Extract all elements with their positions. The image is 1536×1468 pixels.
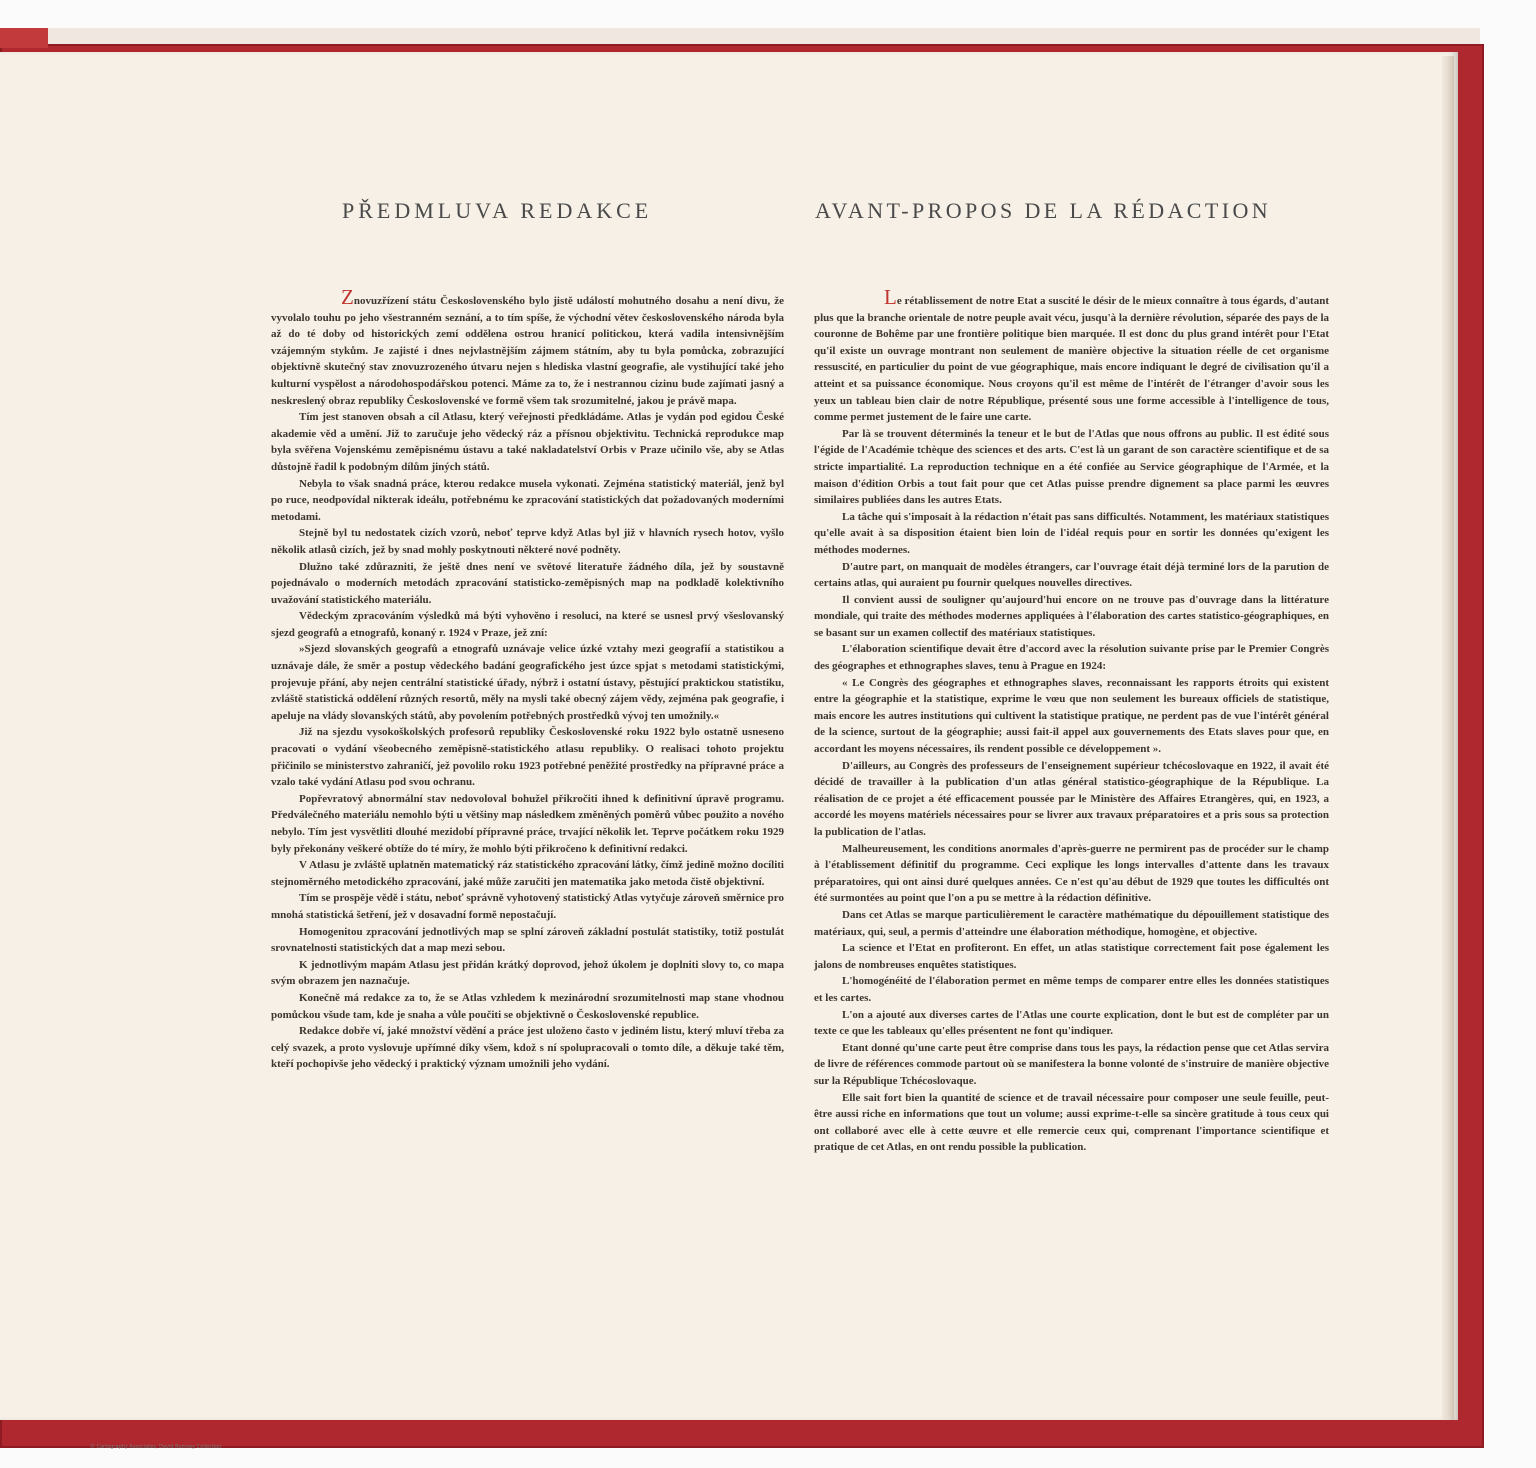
czech-text-column	[271, 285, 784, 1073]
heading-french: AVANT-PROPOS DE LA RÉDACTION	[815, 198, 1272, 223]
paragraph: D'autre part, on manquait de modèles étrangers, car l'ouvrage était déjà terminé lors de la parution de certains atlas, qui auraient pu fournir quelques nouvelles directives.	[814, 560, 1329, 590]
paragraph: L'élaboration scientifique devait être d'accord avec la résolution suivante prise par le Premier Congrès des géographes et ethnographes slaves, tenu à Prague en 1924:	[814, 643, 1329, 673]
paragraph: Tím jest stanoven obsah a cíl Atlasu, který veřejnosti předkládáme. Atlas je vydán pod egidou České akademie věd a umění. Již to zaručuje jeho vědecký ráz a přísnou objektivitu. Technická reprodukce map byla svěřena Vojenskému zeměpisnému ústavu a také nakladatelství Orbis v Praze učinilo vše, aby se Atlas důstojně řadil k podobným dílům jiných států.	[271, 411, 784, 473]
heading-czech: PŘEDMLUVA REDAKCE	[342, 198, 653, 223]
first-paragraph	[271, 285, 784, 409]
paragraph: Dans cet Atlas se marque particulièrement le caractère mathématique du dépouillement statistique des matériaux, qui, seul, a permis d'atteindre une élaboration méthodique, homogène, et objective.	[814, 908, 1329, 938]
paragraph: V Atlasu je zvláště uplatněn matematický ráz statistického zpracování látky, čímž jedině možno docíliti stejnoměrného metodického zpracování, jaké může zaručiti jen matematika jako metoda čistě objektivní.	[271, 859, 784, 888]
paragraph: Homogenitou zpracování jednotlivých map se splní zároveň základní postulát statistiky, totiž postulát srovnatelnosti statistických dat a map mezi sebou.	[271, 925, 784, 955]
paragraph: Nebyla to však snadná práce, kterou redakce musela vykonati. Zejména statistický materiál, jenž byl po ruce, neodpovídal nikterak ideálu, potřebnému ke zpracování statistických dat požadovaných moderními metodami.	[271, 477, 784, 523]
paragraph: D'ailleurs, au Congrès des professeurs de l'enseignement supérieur tchécoslovaque en 1922, il avait été décidé de travailler à la publication d'un atlas général statistico-géographique de la République. La réalisation de ce projet a été efficacement poussée par le Ministère des Affaires Etrangères, qui, en 1923, a accordé les moyens matériels nécessaires pour se livrer aux travaux préparatoires et a pris sous sa protection la publication de l'atlas.	[814, 759, 1329, 838]
paragraph: Popřevratový abnormální stav nedovoloval bohužel přikročiti ihned k definitivní úpravě programu. Předválečného materiálu nemohlo býti u většiny map následkem změněných poměrů vůbec použito a nového nebylo. Tím jest vysvětliti dlouhé mezidobí přípravné práce, trvající několik let. Teprve počátkem roku 1929 byly překonány veškeré obtíže do té míry, že mohlo býti přikročeno k definitivní redakci.	[271, 792, 784, 855]
paragraph: La tâche qui s'imposait à la rédaction n'était pas sans difficultés. Notamment, les matériaux statistiques qu'elle avait à sa disposition étaient bien loin de l'idéal requis pour en sortir les données qu'exigent les méthodes modernes.	[814, 510, 1329, 556]
paragraph: Dlužno také zdůrazniti, že ještě dnes není ve světové literatuře žádného díla, jež by soustavně pojednávalo o moderních metodách zpracování statisticko-zeměpisných map na podkladě kolektivního uvažování statistického materiálu.	[271, 560, 784, 606]
paragraph: Stejně byl tu nedostatek cizích vzorů, neboť teprve když Atlas byl již v hlavních rysech hotov, vyšlo několik atlasů cizích, jež by snad mohly poskytnouti některé nové podněty.	[271, 527, 784, 556]
paragraph: Redakce dobře ví, jaké množství vědění a práce jest uloženo často v jediném listu, který mluví třeba za celý svazek, a proto vyslovuje upřímné díky všem, kdož s ní spolupracovali o tomto díle, a děkuje také těm, kteří pochopivše jeho vědecký i praktický význam umožnili jeho vydání.	[271, 1025, 784, 1071]
paragraph-text: novuzřízení státu Československého bylo jistě událostí mohutného dosahu a není divu, že vyvolalo touhu po jeho všestranném seznání, a to tím spíše, že východní větev československého národa byla až do té doby od historických zemí oddělena ostrou hranicí politickou, která vadila intensivnějším vzájemným stykům. Je zajisté i dnes nejvlastnějším zájmem státním, aby tu byla pomůcka, zobrazující objektivně skutečný stav znovuzrozeného útvaru nejen s hlediska vlastní geografie, ale vystihující také jeho kulturní vyspělost a národohospodářskou potenci. Máme za to, že i nestrannou cizinu bude zajímati jasný a neskreslený obraz republiky Československé ve formě všem tak srozumitelné, jakou je právě mapa.	[271, 295, 784, 407]
french-text-column	[814, 285, 1329, 1156]
paragraph: Etant donné qu'une carte peut être comprise dans tous les pays, la rédaction pense que cet Atlas servira de livre de références commode partout où se manifestera la bonne volonté de s'instruire de manière objective sur la République Tchécoslovaque.	[814, 1041, 1329, 1087]
first-paragraph	[814, 285, 1329, 426]
paragraph: Již na sjezdu vysokoškolských profesorů republiky Československé roku 1922 bylo ostatně usneseno pracovati o vydání všeobecného zeměpisně-statistického atlasu republiky. O realisaci tohoto projektu přičinilo se ministerstvo zahraničí, jež povolilo roku 1923 potřebné peněžité prostředky na přípravné práce a vzalo také vydání Atlasu pod svou ochranu.	[271, 726, 784, 789]
paragraph: « Le Congrès des géographes et ethnographes slaves, reconnaissant les rapports étroits qui existent entre la géographie et la statistique, exprime le vœu que non seulement les bureaux officiels de statistique, mais encore les autres institutions qui cultivent la statistique pratique, ne perdent pas de vue l'intérêt général de la science, surtout de la géographie; aussi fait-il appel aux gouvernements des Etats slaves pour que, en accordant les moyens nécessaires, ils rendent possible ce développement ».	[814, 676, 1329, 756]
collection-credit: © Cartography Associates, David Rumsey Collection	[90, 1444, 222, 1450]
drop-cap: Z	[341, 285, 354, 309]
paragraph: Il convient aussi de souligner qu'aujourd'hui encore on ne trouve pas d'ouvrage dans la littérature mondiale, qui traite des méthodes modernes appliquées à l'élaboration des cartes statistico-géographiques, en se basant sur un examen collectif des matériaux statistiques.	[814, 593, 1329, 639]
paragraph: La science et l'Etat en profiteront. En effet, un atlas statistique correctement fait pose également les jalons de nombreuses enquêtes statistiques.	[814, 942, 1329, 971]
paragraph: L'on a ajouté aux diverses cartes de l'Atlas une courte explication, dont le but est de compléter par un texte ce que les tableaux qu'elles présentent ne font qu'indiquer.	[814, 1008, 1329, 1038]
drop-cap: L	[884, 285, 897, 309]
paragraph-text: e rétablissement de notre Etat a suscité le désir de le mieux connaître à tous égards, d'autant plus que la branche orientale de notre peuple avait vécu, jusqu'à la dernière révolution, séparée des pays de la couronne de Bohême par une frontière politique bien marquée. Il est donc du plus grand intérêt pour l'Etat qu'il existe un ouvrage montrant non seulement de manière objective la situation réelle de cet organisme ressuscité, en particulier du point de vue géographique, mais encore indiquant le degré de civilisation qu'il a atteint et sa puissance économique. Nous croyons qu'il est même de l'intérêt de l'étranger d'avoir sous les yeux un tableau bien clair de notre République, présenté sous une forme accessible à l'intelligence de tous, comme permet justement de le faire une carte.	[814, 295, 1329, 424]
paragraph: Par là se trouvent déterminés la teneur et le but de l'Atlas que nous offrons au public. Il est édité sous l'égide de l'Académie tchèque des sciences et des arts. C'est là un garant de son caractère scientifique et de sa stricte impartialité. La reproduction technique en a été confiée au Service géographique de l'Armée, et la maison d'édition Orbis a tout fait pour que cet Atlas puisse prendre dignement sa place parmi les œuvres similaires publiées dans les autres Etats.	[814, 427, 1329, 507]
paragraph: L'homogénéité de l'élaboration permet en même temps de comparer entre elles les données statistiques et les cartes.	[814, 975, 1329, 1004]
page-edge	[1442, 56, 1454, 1420]
paragraph: Elle sait fort bien la quantité de science et de travail nécessaire pour composer une seule feuille, peut-être aussi riche en informations que tout un volume; aussi exprime-t-elle sa sincère gratitude à tous ceux qui ont collaboré avec elle à cette œuvre et elle remercie ceux qui, comprenant l'importance scientifique et pratique de cet Atlas, en ont rendu possible la publication.	[814, 1091, 1329, 1154]
paragraph: Konečně má redakce za to, že se Atlas vzhledem k mezinárodní srozumitelnosti map stane vhodnou pomůckou všude tam, kde je snaha a vůle poučiti se objektivně o Československé republice.	[271, 991, 784, 1021]
paragraph: Vědeckým zpracováním výsledků má býti vyhověno i resoluci, na které se usnesl prvý všeslovanský sjezd geografů a etnografů, konaný r. 1924 v Praze, jež zní:	[271, 610, 784, 639]
paragraph: »Sjezd slovanských geografů a etnografů uznávaje velice úzké vztahy mezi geografií a statistikou a uznávaje dále, že směr a postup vědeckého badání geografického jest úzce spjat s metodami statistickými, projevuje přání, aby nejen centrální statistické úřady, nýbrž i ostatní ústavy, pěstující praktickou statistiku, zvláště statistická oddělení různých resortů, měly na mysli také obecný zájem vědy, zejména pak geografie, i apeluje na vlády slovanských států, aby povolením potřebných prostředků vývoj ten umožnily.«	[271, 643, 784, 722]
paragraph: K jednotlivým mapám Atlasu jest přidán krátký doprovod, jehož úkolem je doplniti slovy to, co mapa svým obrazem jen naznačuje.	[271, 958, 784, 988]
paragraph: Malheureusement, les conditions anormales d'après-guerre ne permirent pas de procéder sur le champ à l'établissement définitif du programme. Ceci explique les longs intervalles d'attente dans les travaux préparatoires, qui ont ainsi duré quelques années. Ce n'est qu'au début de 1929 que toutes les difficultés ont été surmontées au point que l'on a pu se mettre à la rédaction définitive.	[814, 842, 1329, 905]
cover-corner	[0, 28, 48, 48]
paragraph: Tím se prospěje vědě i státu, neboť správně vyhotovený statistický Atlas vytyčuje zároveň směrnice pro mnohá statistická šetření, jež v dosavadní formě nepostačují.	[271, 892, 784, 921]
